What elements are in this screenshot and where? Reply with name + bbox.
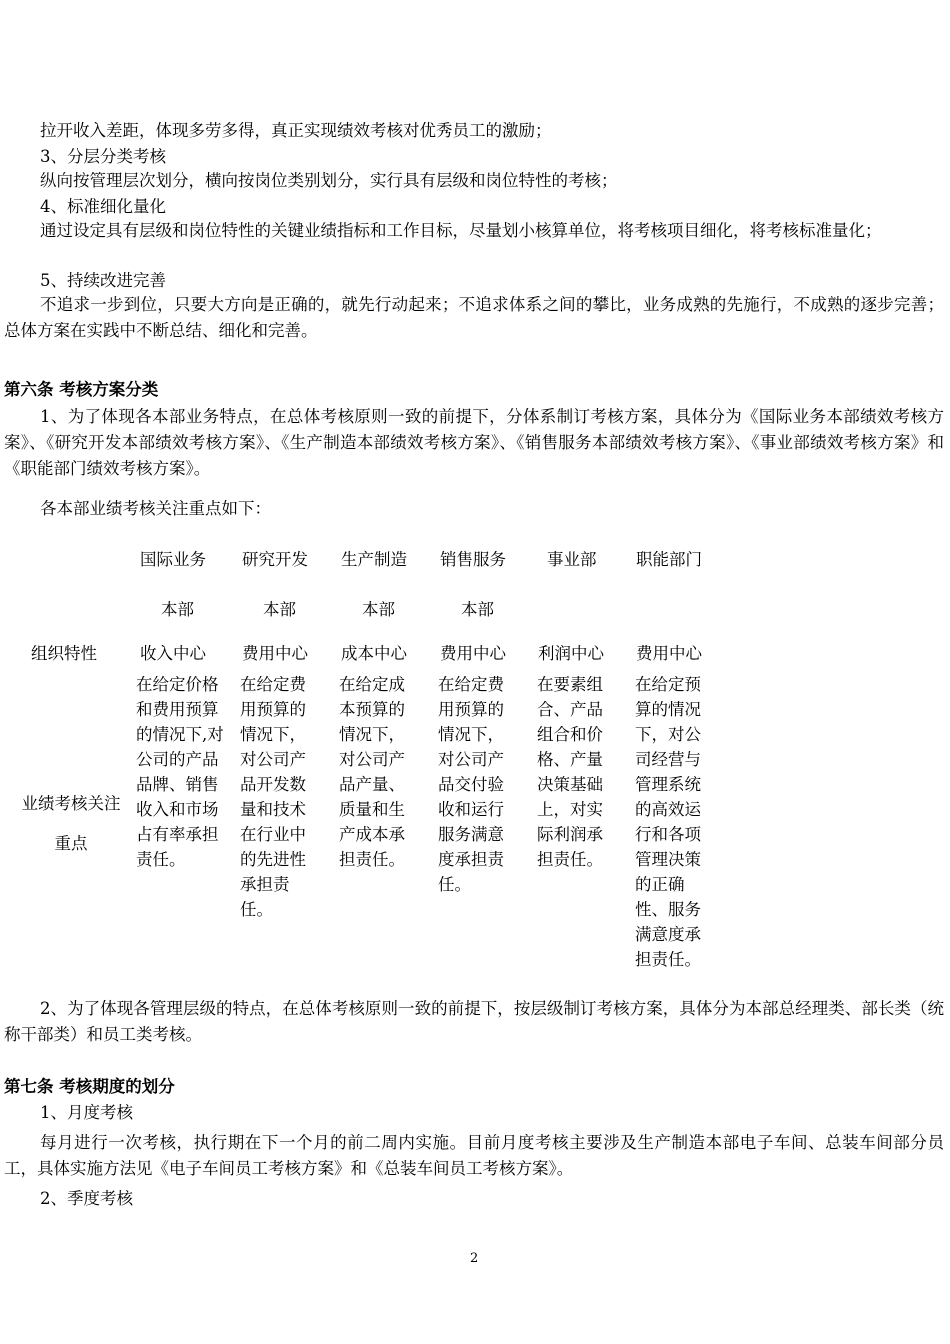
- list-item-layered-assessment: 3、分层分类考核: [40, 147, 166, 166]
- paragraph-incentive: 拉开收入差距，体现多劳多得，真正实现绩效考核对优秀员工的激励；: [40, 121, 552, 140]
- article-6-paragraph-1: 1、为了体现各本部业务特点，在总体考核原则一致的前提下，分体系制订考核方案，具体分为《国际业务本部绩效考核方案》、《研究开发本部绩效考核方案》、《生产制造本部绩效考核方案》、《销售服务本部绩效考核方案》、《事业部绩效考核方案》和《职能部门绩效考核方案》。: [4, 407, 944, 478]
- list-item-standard-quantify: 4、标准细化量化: [40, 197, 166, 216]
- column-header-business-unit: 事业部: [547, 550, 597, 569]
- org-center-manufacturing: 成本中心: [341, 644, 407, 663]
- article-6-heading: 第六条 考核方案分类: [4, 380, 159, 399]
- row-label-performance-focus: 业绩考核关注重点: [21, 794, 121, 853]
- org-center-functional: 费用中心: [636, 644, 702, 663]
- focus-sales-service: 在给定费用预算的情况下，对公司产品交付验收和运行服务满意度承担责任。: [438, 675, 504, 894]
- focus-international: 在给定价格和费用预算的情况下,对公司的产品品牌、销售收入和市场占有率承担责任。: [136, 675, 224, 869]
- article-6-table-intro: 各本部业绩考核关注重点如下：: [40, 499, 271, 518]
- org-center-sales-service: 费用中心: [440, 644, 506, 663]
- column-header-rnd-suffix: 本部: [263, 600, 296, 619]
- org-center-business-unit: 利润中心: [538, 644, 604, 663]
- list-item-monthly: 1、月度考核: [40, 1103, 133, 1122]
- column-header-manufacturing-suffix: 本部: [362, 600, 395, 619]
- page-number: 2: [470, 1251, 479, 1266]
- row-label-org-characteristic: 组织特性: [31, 644, 97, 663]
- article-6-paragraph-2: 2、为了体现各管理层级的特点，在总体考核原则一致的前提下，按层级制订考核方案，具体分为本部总经理类、部长类（统称干部类）和员工类考核。: [4, 999, 944, 1044]
- org-center-rnd: 费用中心: [242, 644, 308, 663]
- focus-functional: 在给定预算的情况下，对公司经营与管理系统的高效运行和各项管理决策的正确性、服务满意度承担责任。: [635, 675, 701, 969]
- list-item-quarterly: 2、季度考核: [40, 1189, 133, 1208]
- column-header-sales-service: 销售服务: [440, 550, 506, 569]
- focus-rnd: 在给定费用预算的情况下，对公司产品开发数量和技术在行业中的先进性承担责任。: [240, 675, 306, 919]
- article-7-heading: 第七条 考核期度的划分: [4, 1077, 175, 1096]
- paragraph-continuous-improvement: 不追求一步到位，只要大方向是正确的，就先行动起来；不追求体系之间的攀比，业务成熟的先施行，不成熟的逐步完善；总体方案在实践中不断总结、细化和完善。: [4, 295, 944, 340]
- article-7-paragraph-monthly: 每月进行一次考核，执行期在下一个月的前二周内实施。目前月度考核主要涉及生产制造本部电子车间、总装车间部分员工，具体实施方法见《电子车间员工考核方案》和《总装车间员工考核方案》。: [4, 1133, 944, 1178]
- list-item-continuous-improvement: 5、持续改进完善: [40, 271, 166, 290]
- column-header-sales-service-suffix: 本部: [461, 600, 494, 619]
- paragraph-standard-quantify: 通过设定具有层级和岗位特性的关键业绩指标和工作目标，尽量划小核算单位，将考核项目细化，将考核标准量化；: [40, 221, 882, 240]
- column-header-international-suffix: 本部: [161, 600, 194, 619]
- focus-business-unit: 在要素组合、产品组合和价格、产量决策基础上，对实际利润承担责任。: [537, 675, 603, 869]
- paragraph-layered-assessment: 纵向按管理层次划分，横向按岗位类别划分，实行具有层级和岗位特性的考核；: [40, 171, 618, 190]
- column-header-functional: 职能部门: [636, 550, 702, 569]
- column-header-manufacturing: 生产制造: [341, 550, 407, 569]
- column-header-rnd: 研究开发: [242, 550, 308, 569]
- org-center-international: 收入中心: [140, 644, 206, 663]
- column-header-international: 国际业务: [140, 550, 206, 569]
- focus-manufacturing: 在给定成本预算的情况下，对公司产品产量、质量和生产成本承担责任。: [339, 675, 405, 869]
